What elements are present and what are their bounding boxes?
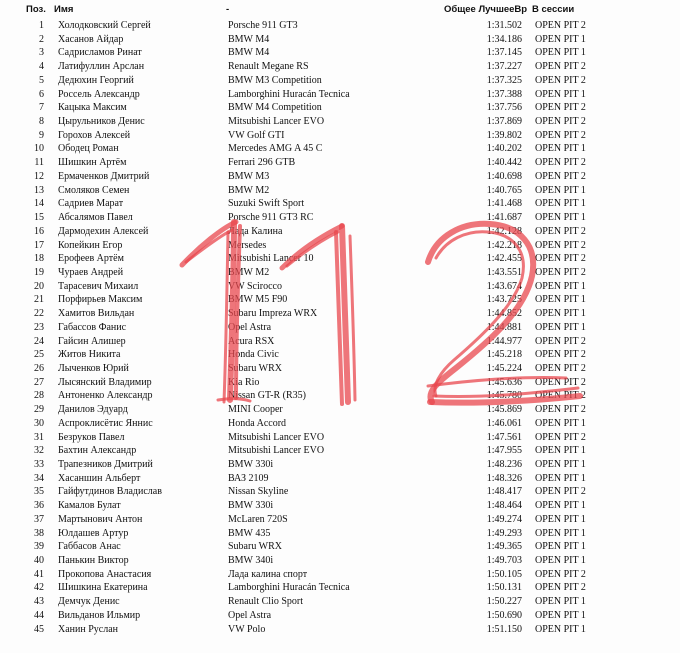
position-cell: 30 bbox=[34, 417, 44, 429]
car-cell: BMW M2 bbox=[228, 184, 270, 196]
position-cell: 38 bbox=[34, 527, 44, 539]
car-cell: Mitsubishi Lancer EVO bbox=[228, 431, 325, 443]
table-row bbox=[0, 142, 680, 156]
best-time-cell: 1:45.218 bbox=[486, 349, 522, 361]
position-cell: 4 bbox=[39, 61, 44, 73]
session-cell: OPEN PIT 2 bbox=[535, 102, 586, 114]
session-cell: OPEN PIT 2 bbox=[535, 253, 586, 265]
driver-name-cell: Шишкина Екатерина bbox=[58, 582, 148, 594]
position-cell: 40 bbox=[34, 555, 44, 567]
car-cell: Opel Astra bbox=[228, 609, 272, 621]
table-row bbox=[0, 211, 680, 225]
driver-name-cell: Демчук Денис bbox=[58, 596, 120, 608]
best-time-cell: 1:37.145 bbox=[486, 47, 522, 59]
session-cell: OPEN PIT 1 bbox=[535, 33, 586, 45]
driver-name-cell: Прокопова Анастасия bbox=[58, 568, 152, 580]
best-time-cell: 1:43.674 bbox=[486, 280, 522, 292]
driver-name-cell: Ободец Роман bbox=[58, 143, 119, 155]
session-cell: OPEN PIT 1 bbox=[535, 212, 586, 224]
car-cell: Nissan GT-R (R35) bbox=[228, 390, 306, 402]
session-cell: OPEN PIT 1 bbox=[535, 294, 586, 306]
best-time-cell: 1:40.765 bbox=[486, 184, 522, 196]
header-name: Имя bbox=[54, 4, 74, 15]
table-row bbox=[0, 540, 680, 554]
best-time-cell: 1:39.802 bbox=[486, 129, 522, 141]
car-cell: Lamborghini Huracán Tecnica bbox=[228, 88, 350, 100]
session-cell: OPEN PIT 1 bbox=[535, 321, 586, 333]
table-row bbox=[0, 389, 680, 403]
session-cell: OPEN PIT 1 bbox=[535, 47, 586, 59]
session-cell: OPEN PIT 2 bbox=[535, 362, 586, 374]
driver-name-cell: Лысянский Владимир bbox=[58, 376, 152, 388]
session-cell: OPEN PIT 2 bbox=[535, 486, 586, 498]
best-time-cell: 1:37.756 bbox=[486, 102, 522, 114]
position-cell: 29 bbox=[34, 404, 44, 416]
car-cell: BMW M5 F90 bbox=[228, 294, 288, 306]
position-cell: 43 bbox=[34, 596, 44, 608]
session-cell: OPEN PIT 2 bbox=[535, 20, 586, 31]
table-row bbox=[0, 101, 680, 115]
session-cell: OPEN PIT 2 bbox=[535, 431, 586, 443]
session-cell: OPEN PIT 1 bbox=[535, 609, 586, 621]
session-cell: OPEN PIT 1 bbox=[535, 513, 586, 525]
session-cell: OPEN PIT 1 bbox=[535, 555, 586, 567]
table-header bbox=[0, 4, 680, 18]
table-row bbox=[0, 581, 680, 595]
table-row bbox=[0, 184, 680, 198]
position-cell: 37 bbox=[34, 513, 44, 525]
table-row bbox=[0, 348, 680, 362]
driver-name-cell: Мартынович Антон bbox=[58, 513, 143, 525]
table-row bbox=[0, 115, 680, 129]
position-cell: 14 bbox=[34, 198, 44, 210]
driver-name-cell: Хасанов Айдар bbox=[58, 33, 124, 45]
best-time-cell: 1:48.236 bbox=[486, 459, 522, 470]
session-cell: OPEN PIT 2 bbox=[535, 239, 586, 251]
car-cell: Лада калина спорт bbox=[228, 568, 308, 580]
car-cell: Лада Калина bbox=[228, 225, 283, 237]
position-cell: 34 bbox=[34, 472, 44, 484]
car-cell: BMW M2 bbox=[228, 266, 270, 278]
driver-name-cell: Смоляков Семен bbox=[58, 184, 130, 196]
best-time-cell: 1:31.502 bbox=[486, 20, 522, 31]
table-row bbox=[0, 33, 680, 47]
car-cell: Kia Rio bbox=[228, 376, 260, 388]
driver-name-cell: Латифуллин Арслан bbox=[58, 61, 145, 73]
car-cell: Porsche 911 GT3 RC bbox=[228, 212, 314, 224]
table-row bbox=[0, 170, 680, 184]
car-cell: Acura RSX bbox=[228, 335, 275, 347]
table-row bbox=[0, 527, 680, 541]
session-cell: OPEN PIT 2 bbox=[535, 170, 586, 182]
driver-name-cell: Юлдашев Артур bbox=[58, 527, 129, 539]
driver-name-cell: Аспроклисётис Яннис bbox=[58, 417, 153, 429]
position-cell: 11 bbox=[34, 157, 44, 169]
driver-name-cell: Вильданов Ильмир bbox=[58, 609, 141, 621]
session-cell: OPEN PIT 1 bbox=[535, 500, 586, 512]
session-cell: OPEN PIT 1 bbox=[535, 88, 586, 100]
driver-name-cell: Камалов Булат bbox=[58, 500, 121, 512]
session-cell: OPEN PIT 1 bbox=[535, 308, 586, 320]
session-cell: OPEN PIT 1 bbox=[535, 596, 586, 608]
position-cell: 7 bbox=[39, 102, 44, 114]
best-time-cell: 1:45.780 bbox=[486, 390, 522, 402]
best-time-cell: 1:45.224 bbox=[486, 362, 522, 374]
car-cell: ВАЗ 2109 bbox=[228, 472, 269, 484]
best-time-cell: 1:42.455 bbox=[486, 253, 522, 265]
table-row bbox=[0, 444, 680, 458]
car-cell: BMW M4 Competition bbox=[228, 102, 322, 114]
best-time-cell: 1:45.869 bbox=[486, 404, 522, 416]
position-cell: 42 bbox=[34, 582, 44, 594]
position-cell: 16 bbox=[34, 225, 44, 237]
position-cell: 44 bbox=[34, 609, 44, 621]
best-time-cell: 1:49.703 bbox=[486, 555, 522, 567]
position-cell: 6 bbox=[39, 88, 44, 100]
best-time-cell: 1:44.881 bbox=[486, 321, 522, 333]
best-time-cell: 1:48.464 bbox=[486, 500, 522, 512]
table-row bbox=[0, 19, 680, 33]
best-time-cell: 1:42.128 bbox=[486, 225, 522, 237]
session-cell: OPEN PIT 2 bbox=[535, 390, 586, 402]
driver-name-cell: Тарасевич Михаил bbox=[58, 280, 139, 292]
position-cell: 13 bbox=[34, 184, 44, 196]
best-time-cell: 1:49.293 bbox=[486, 527, 522, 539]
driver-name-cell: Ханин Руслан bbox=[58, 623, 118, 635]
table-row bbox=[0, 156, 680, 170]
best-time-cell: 1:50.105 bbox=[486, 568, 522, 580]
position-cell: 31 bbox=[34, 431, 44, 443]
car-cell: BMW 340i bbox=[228, 555, 274, 567]
driver-name-cell: Хамитов Вильдан bbox=[58, 308, 135, 320]
table-row bbox=[0, 362, 680, 376]
table-row bbox=[0, 88, 680, 102]
driver-name-cell: Чураев Андрей bbox=[58, 266, 124, 278]
driver-name-cell: Данилов Эдуард bbox=[58, 404, 128, 416]
header-session: В сессии bbox=[532, 4, 575, 15]
best-time-cell: 1:46.061 bbox=[486, 417, 522, 429]
car-cell: Renault Clio Sport bbox=[228, 596, 303, 608]
driver-name-cell: Холодковский Сергей bbox=[58, 20, 151, 31]
position-cell: 41 bbox=[34, 568, 44, 580]
session-cell: OPEN PIT 2 bbox=[535, 349, 586, 361]
car-cell: BMW 330i bbox=[228, 500, 274, 512]
car-cell: Porsche 911 GT3 bbox=[228, 20, 298, 31]
best-time-cell: 1:48.326 bbox=[486, 472, 522, 484]
table-row bbox=[0, 554, 680, 568]
position-cell: 19 bbox=[34, 266, 44, 278]
driver-name-cell: Садриев Марат bbox=[58, 198, 124, 210]
position-cell: 35 bbox=[34, 486, 44, 498]
session-cell: OPEN PIT 2 bbox=[535, 568, 586, 580]
driver-name-cell: Трапезников Дмитрий bbox=[58, 459, 153, 470]
car-cell: Subaru Impreza WRX bbox=[228, 308, 318, 320]
driver-name-cell: Садрисламов Ринат bbox=[58, 47, 142, 59]
session-cell: OPEN PIT 2 bbox=[535, 225, 586, 237]
car-cell: BMW M4 bbox=[228, 47, 270, 59]
car-cell: Nissan Skyline bbox=[228, 486, 289, 498]
session-cell: OPEN PIT 2 bbox=[535, 582, 586, 594]
car-cell: BMW M3 bbox=[228, 170, 270, 182]
driver-name-cell: Габассов Фанис bbox=[58, 321, 127, 333]
session-cell: OPEN PIT 1 bbox=[535, 417, 586, 429]
car-cell: BMW M4 bbox=[228, 33, 270, 45]
car-cell: McLaren 720S bbox=[228, 513, 288, 525]
driver-name-cell: Цырульников Денис bbox=[58, 116, 145, 128]
session-cell: OPEN PIT 2 bbox=[535, 74, 586, 86]
best-time-cell: 1:40.202 bbox=[486, 143, 522, 155]
table-row bbox=[0, 321, 680, 335]
driver-name-cell: Дедюхин Георгий bbox=[58, 74, 134, 86]
table-row bbox=[0, 293, 680, 307]
position-cell: 28 bbox=[34, 390, 44, 402]
driver-name-cell: Абсалямов Павел bbox=[58, 212, 133, 224]
table-row bbox=[0, 403, 680, 417]
position-cell: 27 bbox=[34, 376, 44, 388]
table-row bbox=[0, 568, 680, 582]
table-row bbox=[0, 623, 680, 637]
car-cell: Subaru WRX bbox=[228, 362, 282, 374]
position-cell: 17 bbox=[34, 239, 44, 251]
table-row bbox=[0, 252, 680, 266]
car-cell: Ferrari 296 GTB bbox=[228, 157, 296, 169]
car-cell: Honda Accord bbox=[228, 417, 287, 429]
position-cell: 39 bbox=[34, 541, 44, 553]
table-row bbox=[0, 280, 680, 294]
car-cell: VW Scirocco bbox=[228, 280, 282, 292]
car-cell: Mitsubishi Lancer 10 bbox=[228, 253, 314, 265]
car-cell: Opel Astra bbox=[228, 321, 272, 333]
session-cell: OPEN PIT 2 bbox=[535, 129, 586, 141]
best-time-cell: 1:37.227 bbox=[486, 61, 522, 73]
driver-name-cell: Бахтин Александр bbox=[58, 445, 137, 457]
driver-name-cell: Панькин Виктор bbox=[58, 555, 129, 567]
best-time-cell: 1:42.218 bbox=[486, 239, 522, 251]
position-cell: 36 bbox=[34, 500, 44, 512]
table-row bbox=[0, 266, 680, 280]
driver-name-cell: Антоненко Александр bbox=[58, 390, 153, 402]
header-position: Поз. bbox=[26, 4, 46, 15]
car-cell: Lamborghini Huracán Tecnica bbox=[228, 582, 350, 594]
best-time-cell: 1:37.388 bbox=[486, 88, 522, 100]
position-cell: 1 bbox=[39, 20, 44, 31]
best-time-cell: 1:44.977 bbox=[486, 335, 522, 347]
best-time-cell: 1:47.561 bbox=[486, 431, 522, 443]
table-row bbox=[0, 129, 680, 143]
results-table bbox=[0, 19, 680, 636]
best-time-cell: 1:50.227 bbox=[486, 596, 522, 608]
table-row bbox=[0, 239, 680, 253]
best-time-cell: 1:34.186 bbox=[486, 33, 522, 45]
session-cell: OPEN PIT 1 bbox=[535, 143, 586, 155]
position-cell: 45 bbox=[34, 623, 44, 635]
car-cell: BMW 435 bbox=[228, 527, 271, 539]
table-row bbox=[0, 60, 680, 74]
driver-name-cell: Гайфутдинов Владислав bbox=[58, 486, 162, 498]
session-cell: OPEN PIT 1 bbox=[535, 459, 586, 470]
session-cell: OPEN PIT 2 bbox=[535, 376, 586, 388]
position-cell: 15 bbox=[34, 212, 44, 224]
driver-name-cell: Ерофеев Артём bbox=[58, 253, 124, 265]
driver-name-cell: Россель Александр bbox=[58, 88, 140, 100]
best-time-cell: 1:47.955 bbox=[486, 445, 522, 457]
car-cell: BMW M3 Competition bbox=[228, 74, 322, 86]
table-row bbox=[0, 458, 680, 472]
best-time-cell: 1:50.131 bbox=[486, 582, 522, 594]
driver-name-cell: Лыченков Юрий bbox=[58, 362, 129, 374]
session-cell: OPEN PIT 1 bbox=[535, 472, 586, 484]
position-cell: 3 bbox=[39, 47, 44, 59]
driver-name-cell: Ермаченков Дмитрий bbox=[58, 170, 150, 182]
best-time-cell: 1:45.636 bbox=[486, 376, 522, 388]
session-cell: OPEN PIT 2 bbox=[535, 157, 586, 169]
best-time-cell: 1:51.150 bbox=[486, 623, 522, 635]
table-row bbox=[0, 485, 680, 499]
header-car: - bbox=[226, 4, 230, 15]
table-row bbox=[0, 225, 680, 239]
position-cell: 8 bbox=[39, 116, 44, 128]
session-cell: OPEN PIT 1 bbox=[535, 445, 586, 457]
table-row bbox=[0, 595, 680, 609]
session-cell: OPEN PIT 2 bbox=[535, 266, 586, 278]
best-time-cell: 1:43.551 bbox=[486, 266, 522, 278]
table-row bbox=[0, 499, 680, 513]
driver-name-cell: Габбасов Анас bbox=[58, 541, 121, 553]
car-cell: Mercedes AMG A 45 C bbox=[228, 143, 323, 155]
table-row bbox=[0, 472, 680, 486]
position-cell: 21 bbox=[34, 294, 44, 306]
session-cell: OPEN PIT 2 bbox=[535, 335, 586, 347]
table-row bbox=[0, 376, 680, 390]
session-cell: OPEN PIT 2 bbox=[535, 61, 586, 73]
table-row bbox=[0, 335, 680, 349]
car-cell: Suzuki Swift Sport bbox=[228, 198, 305, 210]
table-row bbox=[0, 74, 680, 88]
driver-name-cell: Хасаншин Альберт bbox=[58, 472, 141, 484]
driver-name-cell: Дармодехин Алексей bbox=[58, 225, 149, 237]
table-row bbox=[0, 431, 680, 445]
session-cell: OPEN PIT 1 bbox=[535, 527, 586, 539]
car-cell: MINI Cooper bbox=[228, 404, 283, 416]
driver-name-cell: Порфирьев Максим bbox=[58, 294, 143, 306]
best-time-cell: 1:48.417 bbox=[486, 486, 522, 498]
car-cell: Mersedes bbox=[228, 239, 267, 251]
position-cell: 23 bbox=[34, 321, 44, 333]
driver-name-cell: Гайсин Алишер bbox=[58, 335, 126, 347]
session-cell: OPEN PIT 1 bbox=[535, 280, 586, 292]
car-cell: Honda Civic bbox=[228, 349, 279, 361]
driver-name-cell: Житов Никита bbox=[58, 349, 121, 361]
best-time-cell: 1:43.725 bbox=[486, 294, 522, 306]
car-cell: Mitsubishi Lancer EVO bbox=[228, 445, 325, 457]
driver-name-cell: Кацыка Максим bbox=[58, 102, 127, 114]
best-time-cell: 1:37.325 bbox=[486, 74, 522, 86]
table-row bbox=[0, 609, 680, 623]
car-cell: Mitsubishi Lancer EVO bbox=[228, 116, 325, 128]
table-row bbox=[0, 197, 680, 211]
table-row bbox=[0, 513, 680, 527]
position-cell: 25 bbox=[34, 349, 44, 361]
best-time-cell: 1:49.274 bbox=[486, 513, 522, 525]
best-time-cell: 1:41.468 bbox=[486, 198, 522, 210]
best-time-cell: 1:40.698 bbox=[486, 170, 522, 182]
car-cell: Renault Megane RS bbox=[228, 61, 309, 73]
position-cell: 20 bbox=[34, 280, 44, 292]
driver-name-cell: Горохов Алексей bbox=[58, 129, 131, 141]
best-time-cell: 1:49.365 bbox=[486, 541, 522, 553]
session-cell: OPEN PIT 2 bbox=[535, 116, 586, 128]
car-cell: VW Golf GTI bbox=[228, 129, 285, 141]
driver-name-cell: Шишкин Артём bbox=[58, 157, 127, 169]
position-cell: 18 bbox=[34, 253, 44, 265]
car-cell: Subaru WRX bbox=[228, 541, 282, 553]
table-row bbox=[0, 307, 680, 321]
session-cell: OPEN PIT 1 bbox=[535, 623, 586, 635]
session-cell: OPEN PIT 1 bbox=[535, 541, 586, 553]
position-cell: 32 bbox=[34, 445, 44, 457]
car-cell: VW Polo bbox=[228, 623, 266, 635]
position-cell: 2 bbox=[39, 33, 44, 45]
position-cell: 12 bbox=[34, 170, 44, 182]
driver-name-cell: Копейкин Егор bbox=[58, 239, 123, 251]
best-time-cell: 1:50.690 bbox=[486, 609, 522, 621]
position-cell: 26 bbox=[34, 362, 44, 374]
position-cell: 22 bbox=[34, 308, 44, 320]
position-cell: 10 bbox=[34, 143, 44, 155]
position-cell: 5 bbox=[39, 74, 44, 86]
session-cell: OPEN PIT 1 bbox=[535, 184, 586, 196]
best-time-cell: 1:40.442 bbox=[486, 157, 522, 169]
position-cell: 24 bbox=[34, 335, 44, 347]
best-time-cell: 1:37.869 bbox=[486, 116, 522, 128]
driver-name-cell: Безруков Павел bbox=[58, 431, 125, 443]
best-time-cell: 1:44.852 bbox=[486, 308, 522, 320]
position-cell: 9 bbox=[39, 129, 44, 141]
table-row bbox=[0, 46, 680, 60]
position-cell: 33 bbox=[34, 459, 44, 470]
car-cell: BMW 330i bbox=[228, 459, 274, 470]
session-cell: OPEN PIT 1 bbox=[535, 198, 586, 210]
table-row bbox=[0, 417, 680, 431]
best-time-cell: 1:41.687 bbox=[486, 212, 522, 224]
header-best-time: Общее ЛучшееВр bbox=[444, 4, 528, 15]
session-cell: OPEN PIT 2 bbox=[535, 404, 586, 416]
